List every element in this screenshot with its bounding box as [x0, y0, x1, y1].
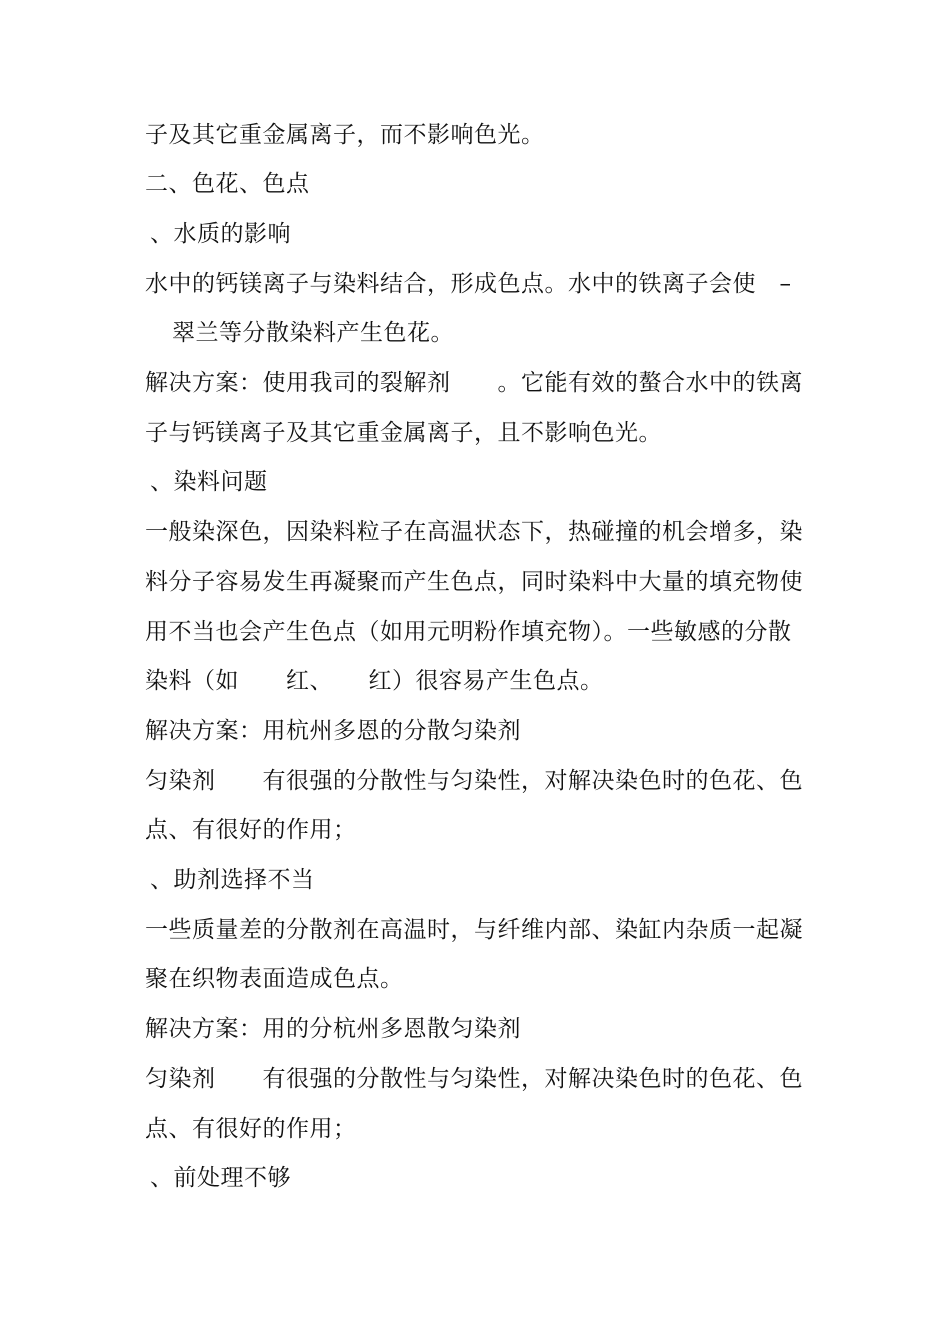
- paragraph-line: 一些质量差的分散剂在高温时，与纤维内部、染缸内杂质一起凝: [145, 917, 803, 943]
- subsection-heading: 、前处理不够: [150, 1165, 291, 1191]
- paragraph-line: 料分子容易发生再凝聚而产生色点，同时染料中大量的填充物使: [145, 569, 803, 595]
- paragraph-line: 水中的钙镁离子与染料结合，形成色点。水中的铁离子会使 –: [145, 271, 792, 297]
- paragraph-line: 解决方案：用的分杭州多恩散匀染剂: [145, 1016, 521, 1042]
- paragraph-line: 子与钙镁离子及其它重金属离子，且不影响色光。: [145, 420, 662, 446]
- paragraph-line: 点、有很好的作用；: [145, 817, 357, 843]
- paragraph-line: 用不当也会产生色点（如用元明粉作填充物）。一些敏感的分散: [145, 619, 792, 645]
- paragraph-line: 解决方案：用杭州多恩的分散匀染剂: [145, 718, 521, 744]
- paragraph-line: 一般染深色，因染料粒子在高温状态下，热碰撞的机会增多，染: [145, 519, 803, 545]
- subsection-heading: 、助剂选择不当: [150, 867, 315, 893]
- subsection-heading: 、染料问题: [150, 469, 268, 495]
- paragraph-line: 子及其它重金属离子，而不影响色光。: [145, 122, 545, 148]
- paragraph-line: 匀染剂 有很强的分散性与匀染性，对解决染色时的色花、色: [145, 768, 803, 794]
- subsection-heading: 、水质的影响: [150, 221, 291, 247]
- paragraph-line: 匀染剂 有很强的分散性与匀染性，对解决染色时的色花、色: [145, 1066, 803, 1092]
- section-heading: 二、色花、色点: [145, 171, 310, 197]
- paragraph-line: 聚在织物表面造成色点。: [145, 966, 404, 992]
- paragraph-line: 翠兰等分散染料产生色花。: [172, 320, 454, 346]
- paragraph-line: 染料（如 红、 红）很容易产生色点。: [145, 668, 604, 694]
- paragraph-line: 点、有很好的作用；: [145, 1116, 357, 1142]
- paragraph-line: 解决方案：使用我司的裂解剂 。它能有效的螯合水中的铁离: [145, 370, 803, 396]
